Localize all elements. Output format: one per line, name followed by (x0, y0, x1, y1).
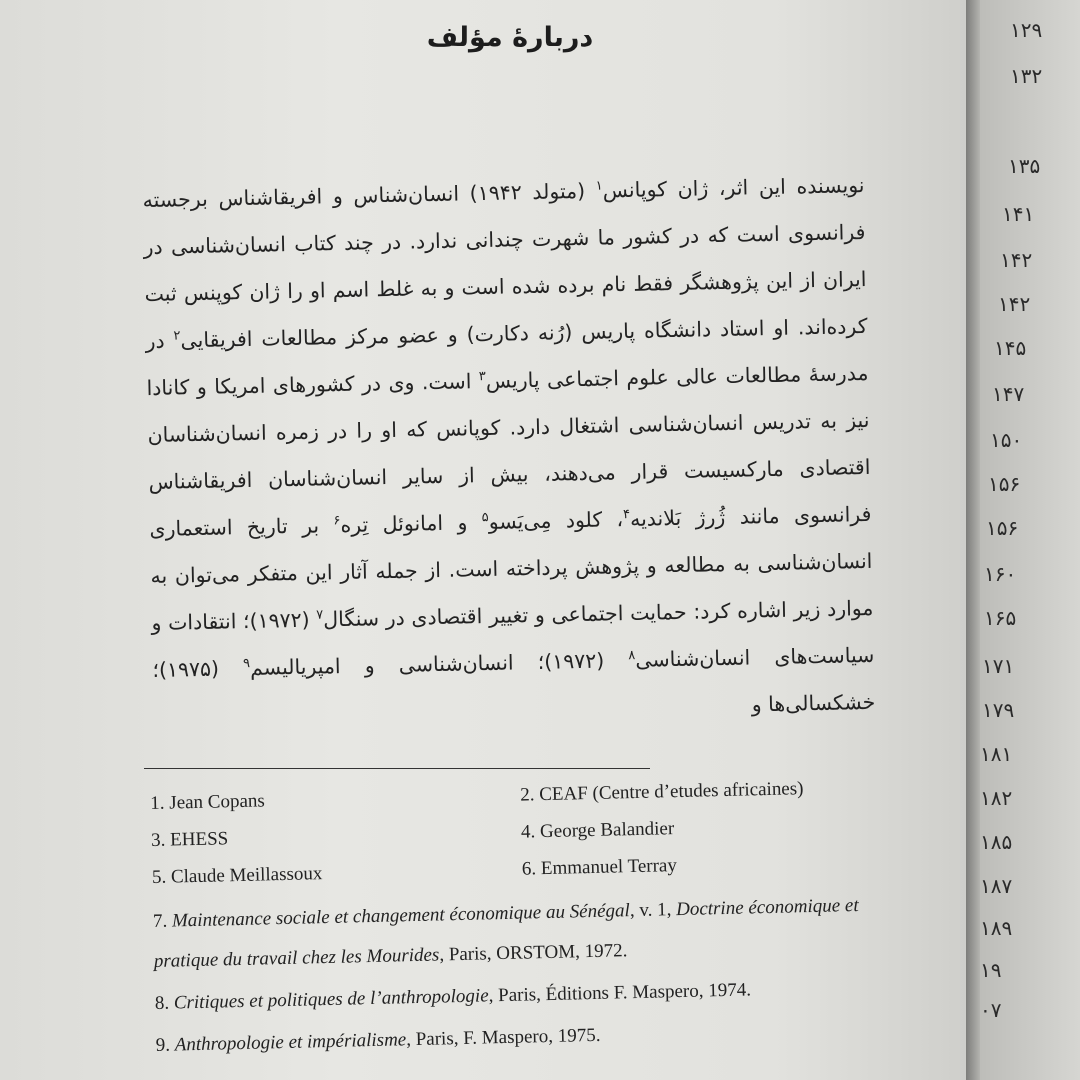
footnote-ref: ۹ (242, 656, 251, 672)
footnote-divider (144, 768, 650, 769)
footnotes (150, 774, 876, 1066)
page-number: ۱۷۱ (982, 654, 1015, 678)
text-segment: ، کلود مِی‌یَسو (488, 507, 624, 534)
page-number: ۱۶۵ (984, 606, 1017, 630)
footnote-ref: ۳ (478, 369, 486, 385)
footnote-title: Maintenance sociale et changement économique au Sénégal (171, 900, 631, 932)
body-paragraph (142, 162, 876, 741)
page-number: ۱۸۷ (980, 874, 1013, 898)
page-title: دربارهٔ مؤلف (426, 22, 594, 53)
footnote-text: , Paris, ORSTOM, 1972. (439, 940, 628, 966)
text-segment: و امانوئل تِره (340, 510, 483, 538)
text-segment: (۱۹۷۲)؛ انسان‌شناسی و امپریالیسم (249, 648, 629, 680)
footnote-ref: ۲ (173, 328, 181, 344)
page-number: ۱۳۵ (1008, 154, 1041, 178)
page-number: ۱۸۱ (980, 742, 1013, 766)
footnote-1: 1. Jean Copans (150, 790, 266, 814)
footnote-6: 6. Emmanuel Terray (521, 855, 678, 880)
book-gutter (966, 0, 980, 1080)
footnote-ref: ۷ (316, 607, 324, 623)
footnote-title: Doctrine économique et pratique du travail chez les Mourides (153, 894, 859, 972)
footnote-ref: ۱ (595, 178, 603, 194)
footnote-3: 3. EHESS (150, 828, 229, 851)
footnote-ref: ۵ (481, 510, 489, 526)
page-number: ۱۴۲ (1000, 248, 1033, 272)
page-number: ۱۷۹ (982, 698, 1015, 722)
text-segment: (متولد ۱۹۴۲) انسان‌شناس و افریقاشناس برجسته فرانسوی است که در کشور ما شهرت چندانی ندارد. در چند کتاب انسان‌شناسی در ایران از این پژوهشگر فقط نام برده شده است و به غلط اسم او را ژان کوپنس ثبت کرده‌اند. او استاد دانشگاه پاریس (رُنه دکارت) و عضو مرکز مطالعات افریقایی (142, 178, 868, 353)
page-number: ۱۵۰ (990, 428, 1023, 452)
footnote-ref: ۸ (628, 648, 636, 664)
page-number: ۱۵۶ (986, 516, 1019, 540)
text-segment: (۱۹۷۲)؛ انتقادات و سیاست‌های انسان‌شناسی (151, 607, 875, 672)
page-number: ۱۲۹ (1010, 18, 1043, 42)
footnote-ref: ۴ (622, 507, 631, 523)
footnote-title: Anthropologie et impérialisme (174, 1029, 407, 1056)
page-number: ۱۴۲ (998, 292, 1031, 316)
footnote-grid (150, 774, 872, 892)
page-number: ۱۴۷ (992, 382, 1025, 406)
text-segment: نویسنده این اثر، ژان کوپانس (602, 172, 865, 203)
page-number: ۰۷ (980, 998, 1002, 1022)
footnote-4: 4. George Balandier (520, 818, 675, 843)
page-number: ۱۸۲ (980, 786, 1013, 810)
footnote-2: 2. CEAF (Centre d’etudes africaines) (519, 778, 804, 806)
footnote-text: , v. 1, (629, 899, 677, 922)
text-segment: در مدرسهٔ مطالعات عالی علوم اجتماعی پاریس (145, 328, 869, 393)
footnote-number: 7. (152, 910, 173, 932)
footnote-text: , Paris, Éditions F. Maspero, 1974. (488, 979, 752, 1007)
footnote-text: , Paris, F. Maspero, 1975. (405, 1024, 601, 1051)
footnote-ref: ۶ (333, 513, 341, 529)
footnote-7 (153, 886, 875, 982)
footnote-number: 8. (154, 992, 175, 1014)
footnote-title: Critiques et politiques de l’anthropologie (173, 985, 489, 1014)
page-number: ۱۴۱ (1002, 202, 1035, 226)
footnote-number: 9. (155, 1034, 176, 1056)
footnote-5: 5. Claude Meillassoux (151, 863, 323, 888)
text-segment: (۱۹۷۵)؛ خشکسالی‌ها و (152, 656, 876, 717)
page-number: ۱۳۲ (1010, 64, 1043, 88)
page-number: ۱۵۶ (988, 472, 1021, 496)
page-number: ۱۶۰ (984, 562, 1017, 586)
page-number: ۱۹ (980, 958, 1002, 982)
page-number: ۱۴۵ (994, 336, 1027, 360)
page-number: ۱۸۵ (980, 830, 1013, 854)
text-segment: بر تاریخ استعماری انسان‌شناسی به مطالعه و پژوهش پرداخته است. از جمله آثار این متفکر می‌توان به موارد زیر اشاره کرد: حمایت اجتماعی و تغییر اقتصادی در سنگال (149, 513, 874, 632)
text-segment: است. وی در کشورهای امریکا و کانادا نیز به تدریس انسان‌شناسی اشتغال دارد. کوپانس که او را در زمره انسان‌شناسان اقتصادی مارکسیست قرار می‌دهند، بیش از سایر انسان‌شناسان افریقاشناس فرانسوی مانند ژُرژ بَلاندیه (146, 369, 872, 531)
page-number: ۱۸۹ (980, 916, 1013, 940)
